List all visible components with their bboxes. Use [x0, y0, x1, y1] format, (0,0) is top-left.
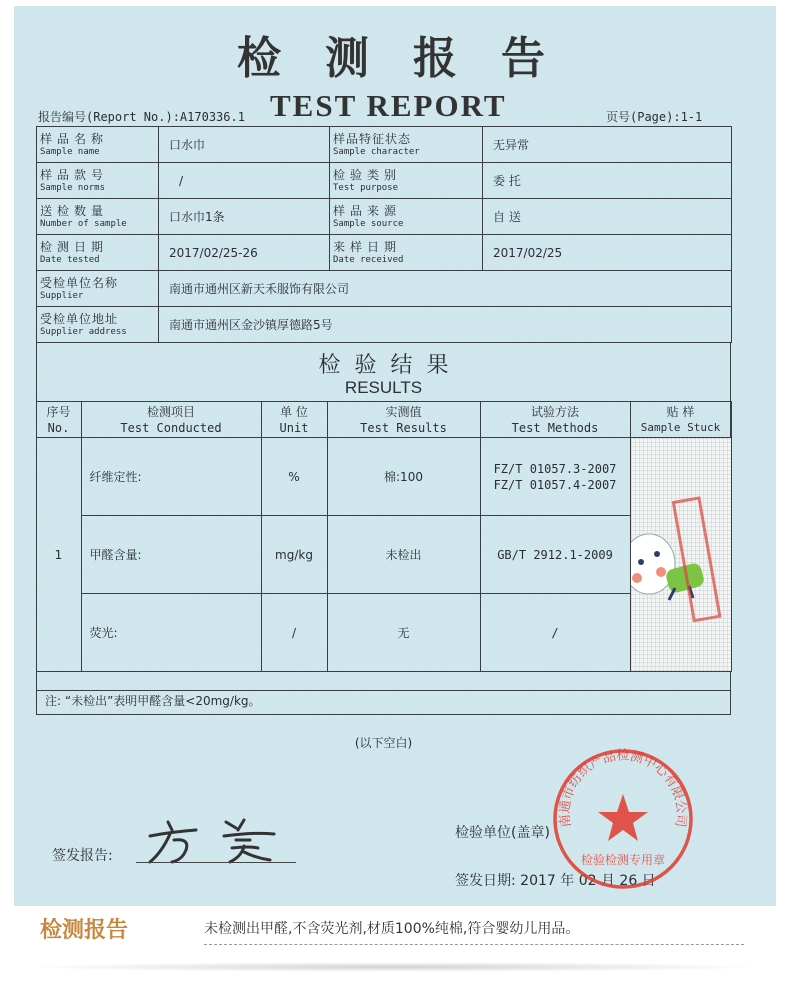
test-method: GB/T 2912.1-2009	[480, 516, 630, 594]
test-item: 甲醛含量:	[81, 516, 261, 594]
label-cell: 受检单位名称 Supplier	[37, 271, 159, 307]
table-row	[36, 516, 731, 594]
header-item: 检测项目 Test Conducted	[81, 402, 261, 438]
table-row	[37, 235, 732, 271]
results-section	[36, 342, 731, 750]
table-row	[37, 307, 732, 343]
report-title-en: TEST REPORT	[270, 88, 507, 123]
signer-label: 签发报告:	[52, 848, 113, 864]
signature-icon	[140, 812, 310, 868]
results-header-row	[36, 402, 731, 438]
sample-name-value: 口水巾	[159, 127, 330, 163]
page-number: 页号(Page):1-1	[606, 110, 703, 124]
header-unit: 单 位 Unit	[261, 402, 327, 438]
report-number: 报告编号(Report No.):A170336.1	[38, 110, 245, 124]
official-seal-icon	[548, 744, 698, 894]
supplier-address-value: 南通市通州区金沙镇厚德路5号	[159, 307, 732, 343]
test-unit: mg/kg	[261, 516, 327, 594]
results-table	[36, 401, 732, 672]
results-title-cn: 检验结果	[318, 353, 463, 378]
table-row	[37, 199, 732, 235]
test-item: 荧光:	[81, 594, 261, 672]
blank-below: (以下空白)	[354, 736, 413, 750]
footer-title: 检测报告	[40, 918, 129, 943]
footer-description: 未检测出甲醛,不含荧光剂,材质100%纯棉,符合婴幼儿用品。	[204, 921, 580, 937]
test-method: /	[480, 594, 630, 672]
sample-norms-value: /	[159, 163, 330, 199]
test-purpose-value: 委 托	[483, 163, 732, 199]
divider	[36, 690, 731, 691]
sample-character-value: 无异常	[483, 127, 732, 163]
row-number: 1	[36, 438, 81, 672]
footer-shadow	[20, 962, 770, 972]
label-cell: 样品名称 Sample name	[37, 127, 159, 163]
test-method: FZ/T 01057.3-2007 FZ/T 01057.4-2007	[480, 438, 630, 516]
date-tested-value: 2017/02/25-26	[159, 235, 330, 271]
table-row	[37, 163, 732, 199]
test-result: 无	[327, 594, 480, 672]
test-item: 纤维定性:	[81, 438, 261, 516]
number-of-sample-value: 口水巾1条	[159, 199, 330, 235]
label-cell: 样品特征状态 Sample character	[330, 127, 483, 163]
footer-divider	[204, 944, 744, 945]
label-cell: 检验类别 Test purpose	[330, 163, 483, 199]
test-unit: %	[261, 438, 327, 516]
label-cell: 样品来源 Sample source	[330, 199, 483, 235]
sample-info-table	[36, 126, 732, 343]
inspection-unit-label: 检验单位(盖章)	[455, 825, 550, 841]
table-row	[36, 438, 731, 516]
test-unit: /	[261, 594, 327, 672]
label-cell: 受检单位地址 Supplier address	[37, 307, 159, 343]
label-cell: 样品款号 Sample norms	[37, 163, 159, 199]
svg-text:南通市纺织产品检测中心有限公司: 南通市纺织产品检测中心有限公司	[557, 748, 689, 829]
date-received-value: 2017/02/25	[483, 235, 732, 271]
issue-date: 签发日期: 2017 年 02 月 26 日	[455, 873, 656, 889]
sample-fabric-icon	[631, 438, 732, 672]
header-sample: 贴 样 Sample Stuck	[630, 402, 731, 438]
label-cell: 检测日期 Date tested	[37, 235, 159, 271]
table-row	[37, 127, 732, 163]
header-value: 实测值 Test Results	[327, 402, 480, 438]
label-cell: 来样日期 Date received	[330, 235, 483, 271]
label-cell: 送检数量 Number of sample	[37, 199, 159, 235]
table-row	[37, 271, 732, 307]
header-no: 序号 No.	[36, 402, 81, 438]
supplier-value: 南通市通州区新天禾服饰有限公司	[159, 271, 732, 307]
test-result: 棉:100	[327, 438, 480, 516]
report-title-cn: 检测报告	[237, 33, 589, 84]
svg-text:检验检测专用章: 检验检测专用章	[580, 853, 666, 867]
results-title-en: RESULTS	[344, 378, 423, 397]
sample-source-value: 自 送	[483, 199, 732, 235]
results-note: 注: “未检出”表明甲醛含量<20mg/kg。	[45, 694, 261, 708]
sample-swatch	[630, 438, 731, 672]
header-method: 试验方法 Test Methods	[480, 402, 630, 438]
table-row	[36, 594, 731, 672]
test-result: 未检出	[327, 516, 480, 594]
signature-line	[136, 862, 296, 863]
